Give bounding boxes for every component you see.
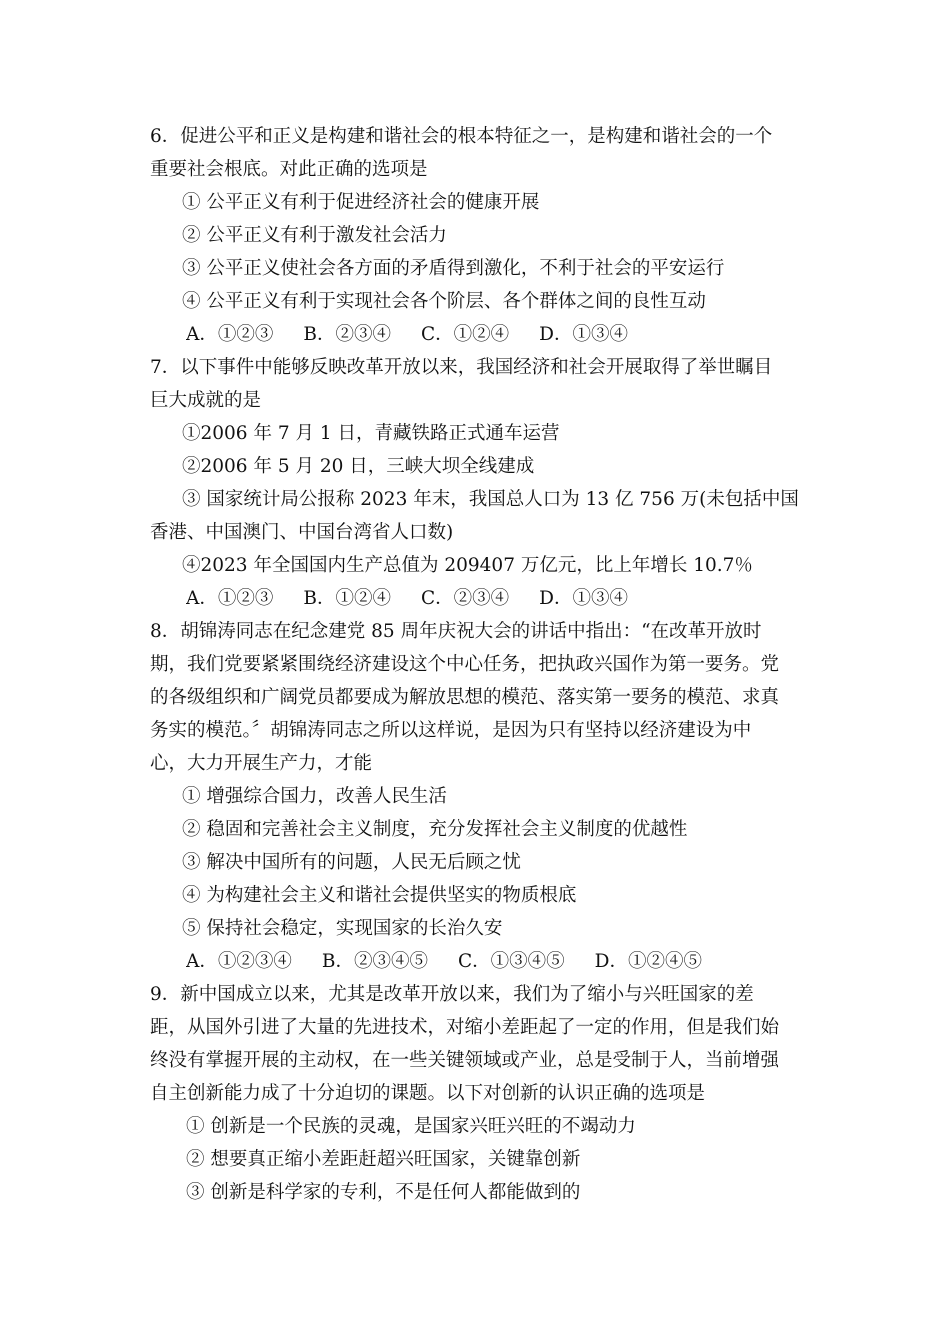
q8-item-1: ① 增强综合国力，改善人民生活 bbox=[182, 786, 447, 807]
q7-item-3: ③ 国家统计局公报称 2023 年末，我国总人口为 13 亿 756 万(未包括中国 bbox=[182, 489, 799, 510]
q6-item-2: ② 公平正义有利于激发社会活力 bbox=[182, 225, 447, 246]
q7-option-b: B．①②④ bbox=[303, 588, 391, 609]
q6-item-4: ④ 公平正义有利于实现社会各个阶层、各个群体之间的良性互动 bbox=[182, 291, 706, 312]
q8-stem-line-3: 的各级组织和广阔党员都要成为解放思想的模范、落实第一要务的模范、求真 bbox=[150, 687, 780, 708]
q8-option-a: A．①②③④ bbox=[186, 951, 292, 972]
q7-item-4: ④2023 年全国国内生产总值为 209407 万亿元，比上年增长 10.7％ bbox=[182, 555, 753, 576]
q9-item-2: ② 想要真正缩小差距赶超兴旺国家，关键靠创新 bbox=[186, 1149, 581, 1170]
q8-stem-line-1: 8．胡锦涛同志在纪念建党 85 周年庆祝大会的讲话中指出：“在改革开放时 bbox=[150, 621, 762, 642]
q9-stem-line-1: 9．新中国成立以来，尤其是改革开放以来，我们为了缩小与兴旺国家的差 bbox=[150, 984, 754, 1005]
q7-option-c: C．②③④ bbox=[420, 588, 510, 609]
q7-item-2: ②2006 年 5 月 20 日，三峡大坝全线建成 bbox=[182, 456, 535, 477]
q7-option-d: D．①③④ bbox=[539, 588, 628, 609]
q6-option-d: D．①③④ bbox=[539, 324, 628, 345]
q6-stem-line-2: 重要社会根底。对此正确的选项是 bbox=[150, 159, 428, 180]
q7-option-a: A．①②③ bbox=[186, 588, 274, 609]
q8-stem-line-5: 心，大力开展生产力，才能 bbox=[150, 753, 373, 774]
q8-option-c: C．①③④⑤ bbox=[457, 951, 565, 972]
q8-option-b: B．②③④⑤ bbox=[321, 951, 428, 972]
q6-item-3: ③ 公平正义使社会各方面的矛盾得到激化，不利于社会的平安运行 bbox=[182, 258, 725, 279]
q6-stem-line-1: 6．促进公平和正义是构建和谐社会的根本特征之一，是构建和谐社会的一个 bbox=[150, 126, 773, 147]
q7-stem-line-1: 7．以下事件中能够反映改革开放以来，我国经济和社会开展取得了举世瞩目 bbox=[150, 357, 773, 378]
q6-options bbox=[186, 322, 800, 348]
q8-stem-line-2: 期，我们党要紧紧围绕经济建设这个中心任务，把执政兴国作为第一要务。党 bbox=[150, 654, 780, 675]
q6-option-a: A．①②③ bbox=[186, 324, 274, 345]
q8-item-5: ⑤ 保持社会稳定，实现国家的长治久安 bbox=[182, 918, 503, 939]
q7-options bbox=[186, 586, 800, 612]
q7-item-1: ①2006 年 7 月 1 日，青藏铁路正式通车运营 bbox=[182, 423, 560, 444]
q9-stem-line-4: 自主创新能力成了十分迫切的课题。以下对创新的认识正确的选项是 bbox=[150, 1083, 706, 1104]
q6-item-1: ① 公平正义有利于促进经济社会的健康开展 bbox=[182, 192, 540, 213]
q8-item-4: ④ 为构建社会主义和谐社会提供坚实的物质根底 bbox=[182, 885, 577, 906]
q9-stem-line-2: 距，从国外引进了大量的先进技术，对缩小差距起了一定的作用，但是我们始 bbox=[150, 1017, 780, 1038]
q8-stem-line-4: 务实的模范。〞胡锦涛同志之所以这样说，是因为只有坚持以经济建设为中 bbox=[150, 720, 752, 741]
q8-option-d: D．①②④⑤ bbox=[594, 951, 702, 972]
q6-option-b: B．②③④ bbox=[303, 324, 391, 345]
q8-item-3: ③ 解决中国所有的问题，人民无后顾之忧 bbox=[182, 852, 521, 873]
q8-options bbox=[186, 949, 800, 975]
q7-item-3-continued: 香港、中国澳门、中国台湾省人口数) bbox=[150, 522, 454, 543]
q9-stem-line-3: 终没有掌握开展的主动权，在一些关键领域或产业，总是受制于人，当前增强 bbox=[150, 1050, 780, 1071]
q9-item-1: ① 创新是一个民族的灵魂，是国家兴旺兴旺的不竭动力 bbox=[186, 1116, 636, 1137]
q8-item-2: ② 稳固和完善社会主义制度，充分发挥社会主义制度的优越性 bbox=[182, 819, 688, 840]
q9-item-3: ③ 创新是科学家的专利，不是任何人都能做到的 bbox=[186, 1182, 581, 1203]
q7-stem-line-2: 巨大成就的是 bbox=[150, 390, 262, 411]
q6-option-c: C．①②④ bbox=[420, 324, 510, 345]
